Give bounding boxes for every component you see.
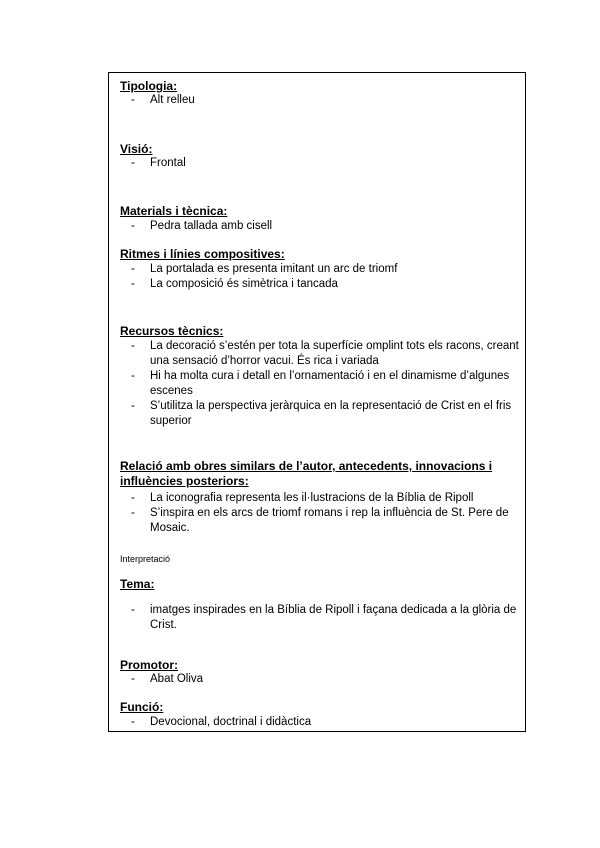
- visio-heading: Visió:: [120, 142, 153, 156]
- tipologia-heading: Tipologia:: [120, 79, 178, 93]
- list-item: - La iconografia representa les il·lustracions de la Bíblia de Ripoll: [131, 492, 474, 504]
- list-item: - imatges inspirades en la Bíblia de Ripoll i façana dedicada a la glòria de Crist.: [131, 604, 517, 631]
- promotor-heading: Promotor:: [120, 658, 178, 672]
- list-item: - Frontal: [131, 157, 186, 169]
- list-item: - Pedra tallada amb cisell: [131, 220, 273, 232]
- list-item: - Alt relleu: [131, 94, 195, 106]
- recursos-heading: Recursos tècnics:: [120, 324, 224, 338]
- list-item: - Hi ha molta cura i detall en l’ornamentació i en el dinamisme d’algunes escenes: [131, 370, 510, 397]
- list-item: - Devocional, doctrinal i didàctica: [131, 716, 312, 728]
- interpretacio-label: Interpretació: [120, 554, 171, 564]
- artwork-analysis-box: [108, 72, 526, 732]
- list-item: - S’inspira en els arcs de triomf romans i rep la influència de St. Pere de Mosaic.: [131, 507, 509, 534]
- list-item: - S’utilitza la perspectiva jeràrquica en la representació de Crist en el fris superior: [131, 400, 512, 427]
- list-item: - La composició és simètrica i tancada: [131, 278, 338, 290]
- funcio-heading: Funció:: [120, 700, 164, 714]
- tema-heading: Tema:: [120, 577, 155, 591]
- relacio-heading: Relació amb obres similars de l’autor, antecedents, innovacions i influències posteriors:: [120, 459, 493, 488]
- ritmes-heading: Ritmes i línies compositives:: [120, 247, 285, 261]
- list-item: - La decoració s’estén per tota la superfície omplint tots els racons, creant una sensació d’horror vacui. És rica i variada: [131, 340, 519, 367]
- list-item: - Abat Oliva: [131, 673, 204, 685]
- list-item: - La portalada es presenta imitant un arc de triomf: [131, 263, 398, 275]
- materials-heading: Materials i tècnica:: [120, 204, 228, 218]
